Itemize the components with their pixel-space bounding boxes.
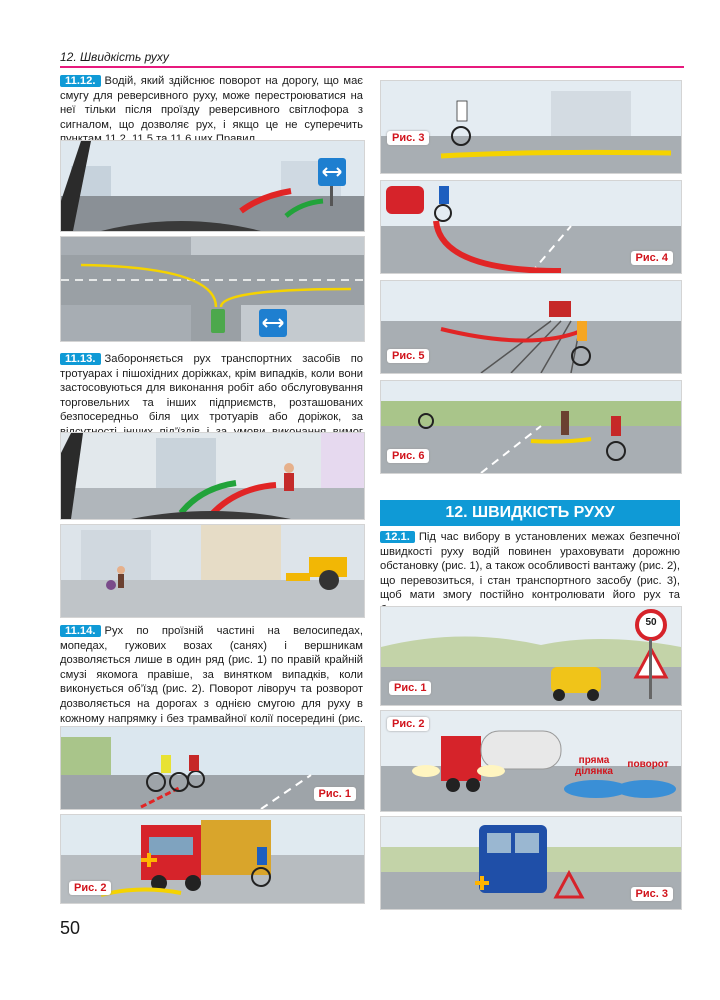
clause-tag: 11.14. bbox=[60, 625, 101, 637]
illustration-cyclist-u-turn bbox=[380, 180, 682, 274]
figure-label: Рис. 1 bbox=[314, 787, 356, 801]
illustration-sidewalk-cockpit bbox=[60, 432, 365, 520]
figure-label: Рис. 3 bbox=[631, 887, 673, 901]
running-header: 12. Швидкість руху bbox=[60, 50, 169, 64]
clause-tag: 11.13. bbox=[60, 353, 101, 365]
speed-limit-sign-text: 50 bbox=[645, 617, 657, 628]
illustration-intersection-top-view bbox=[60, 236, 365, 342]
page-number: 50 bbox=[60, 918, 81, 938]
straight-section-label: пряма ділянка bbox=[575, 755, 613, 777]
figure-label: Рис. 3 bbox=[387, 131, 429, 145]
illustration-cyclists-single-row bbox=[60, 726, 365, 810]
illustration-road-situation-signs bbox=[380, 606, 682, 706]
clause-tag: 12.1. bbox=[380, 531, 415, 543]
clause-tag: 11.12. bbox=[60, 75, 101, 87]
figure-label: Рис. 6 bbox=[387, 449, 429, 463]
illustration-tanker-cargo bbox=[380, 710, 682, 812]
paragraph-12-1 bbox=[380, 530, 680, 618]
illustration-tram-tracks-cyclist bbox=[380, 280, 682, 374]
illustration-vehicle-condition bbox=[380, 816, 682, 910]
figure-label: Рис. 5 bbox=[387, 349, 429, 363]
paragraph-text: Забороняється рух транспортних засобів по тротуарах і пішохідних доріжках, крім випадків, коли вони застосовуються для виконання робіт або обслуговування торговельних та інших підприємств, розташованих безпосередньо біля цих тротуарів або доріжок, за bbox=[60, 353, 363, 424]
illustration-truck-overtaking-cyclist bbox=[60, 814, 365, 904]
figure-label: Рис. 4 bbox=[631, 251, 673, 265]
illustration-cyclist-on-shoulder bbox=[380, 380, 682, 474]
figure-label: Рис. 2 bbox=[387, 717, 429, 731]
turn-label: поворот bbox=[627, 759, 669, 770]
paragraph-text: Водій, який здійснює поворот на дорогу, що має смугу для реверсивного руху, може перестроюватися на неї тільки після проїзду реверсивного світлофора з сигналом, що дозволяє рух, і якщо це не суперечить bbox=[60, 75, 363, 131]
illustration-cyclist-left-turn bbox=[380, 80, 682, 174]
figure-label: Рис. 1 bbox=[389, 681, 431, 695]
paragraph-11-12 bbox=[60, 74, 363, 147]
header-rule bbox=[60, 66, 684, 68]
paragraph-text: Під час вибору в установлених межах безпечної швидкості руху водій повинен ураховувати дорожню обстановку (рис. 1), а також особливості вантажу (рис. 2), що перевозиться, і стан транспортного засобу (рис. 3), щоб мати змогу постійно контролювати його рух та bbox=[380, 531, 680, 602]
paragraph-text: Рух по проїзній частині на велосипедах, мопедах, гужових возах (санях) і вершникам дозволяється лише в один ряд (рис. 1) по правій крайній смузі якомога правіше, за винятком випадків, коли виконується об’їзд (рис. 2). Поворот ліворуч та розворот дозволяється на дорогах з однією смугою для руху в кожному напрямку і без трамвайної колії посередині (рис. bbox=[60, 625, 363, 725]
illustration-reversible-lane-cockpit bbox=[60, 140, 365, 232]
illustration-road-works-on-sidewalk bbox=[60, 524, 365, 618]
figure-label: Рис. 2 bbox=[69, 881, 111, 895]
section-title: 12. ШВИДКІСТЬ РУХУ bbox=[380, 500, 680, 526]
